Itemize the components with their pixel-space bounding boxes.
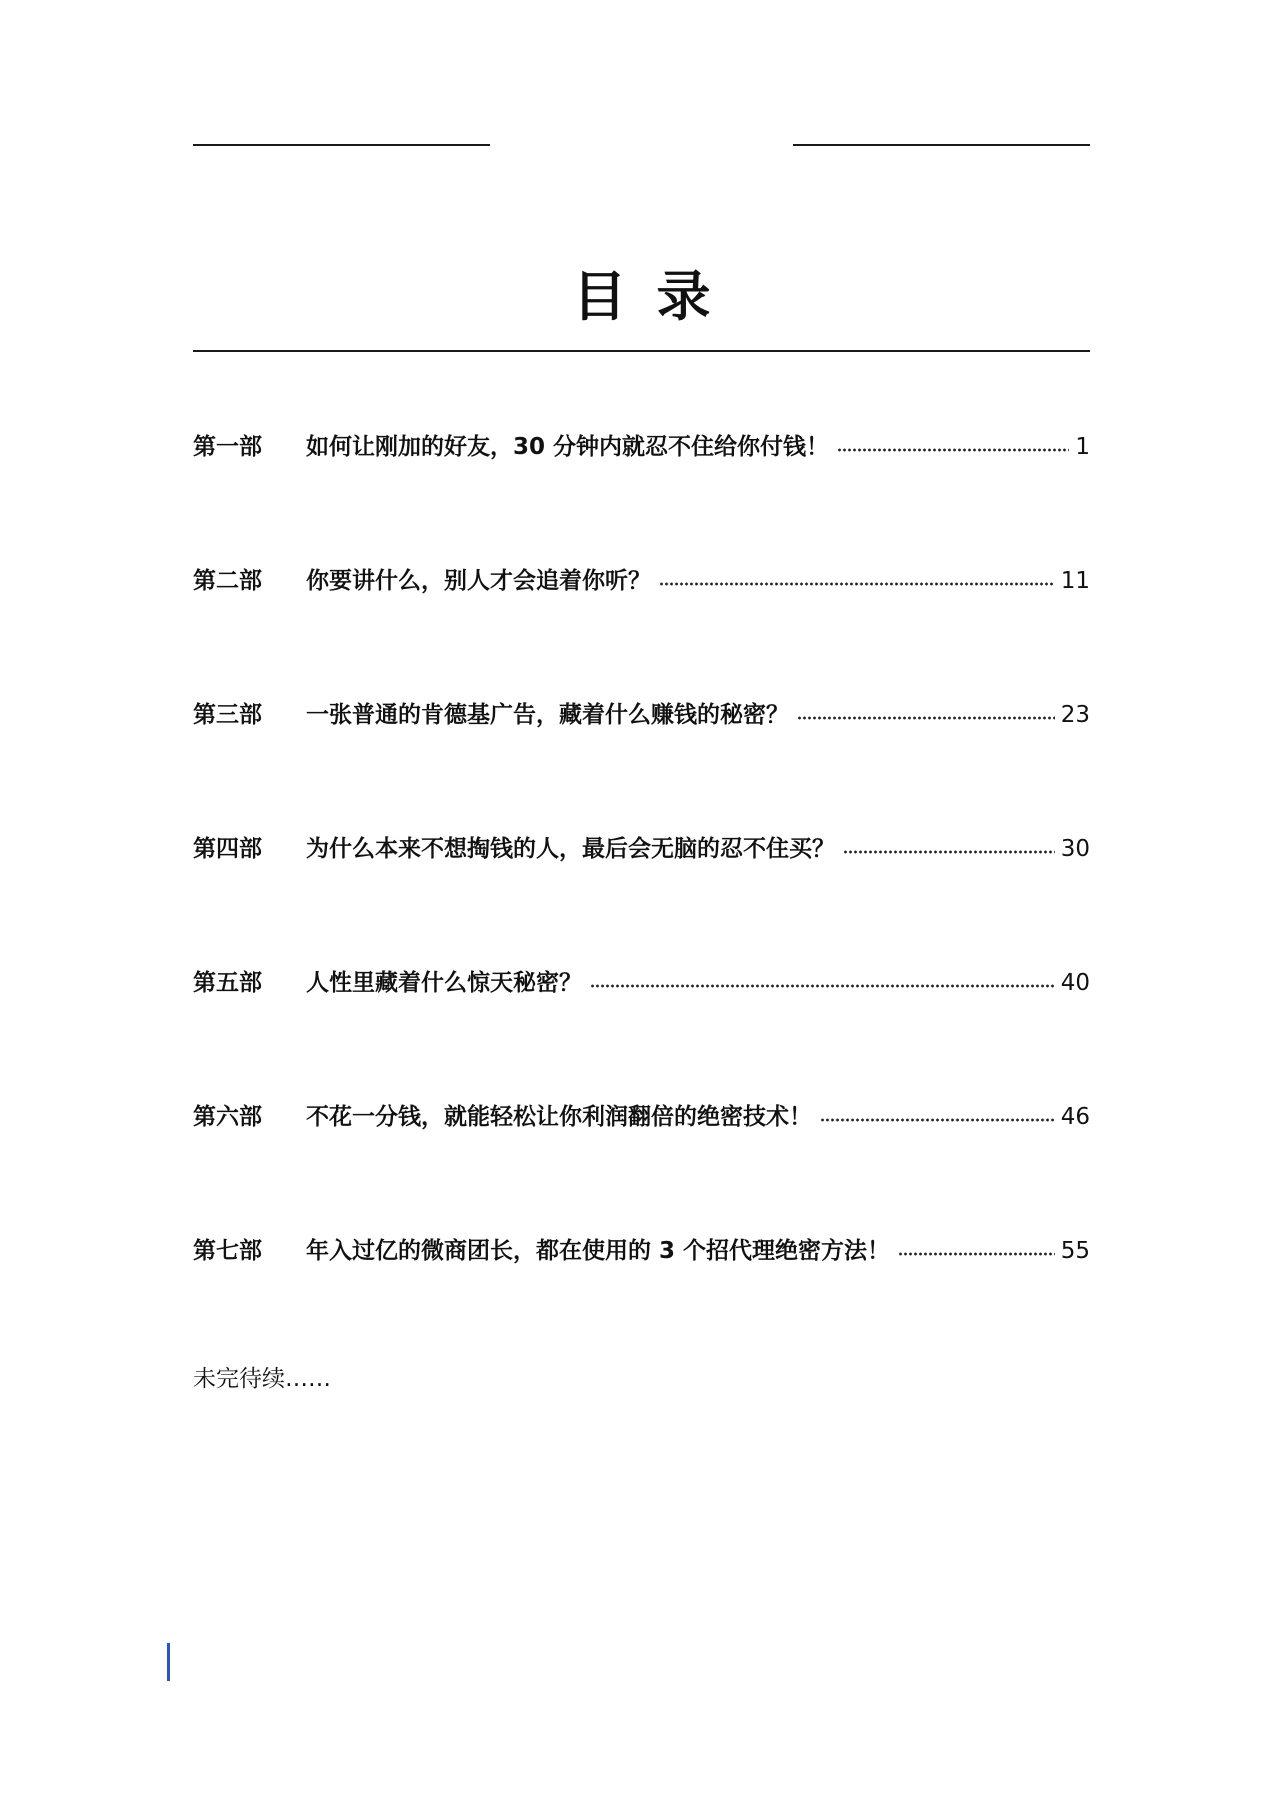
toc-heading: 如何让刚加的好友，30 分钟内就忍不住给你付钱！ xyxy=(306,434,830,460)
toc-heading: 年入过亿的微商团长，都在使用的 3 个招代理绝密方法！ xyxy=(306,1238,891,1264)
toc-dot-leader xyxy=(820,1118,1055,1122)
title-divider xyxy=(193,350,1090,352)
page-title: 目录 xyxy=(572,265,741,328)
toc-entry[interactable] xyxy=(193,1100,1090,1134)
toc-page-number: 40 xyxy=(1060,970,1090,996)
text-cursor xyxy=(167,1643,170,1681)
toc-part-label: 第六部 xyxy=(193,1104,262,1130)
toc-page-number: 11 xyxy=(1060,568,1090,594)
toc-list xyxy=(193,430,1090,1368)
toc-entry[interactable] xyxy=(193,1234,1090,1268)
header-rule-right xyxy=(793,144,1090,146)
toc-heading: 一张普通的肯德基广告，藏着什么赚钱的秘密？ xyxy=(306,702,789,728)
toc-heading: 人性里藏着什么惊天秘密？ xyxy=(306,970,582,996)
toc-heading: 你要讲什么，别人才会追着你听？ xyxy=(306,568,651,594)
toc-part-label: 第一部 xyxy=(193,434,262,460)
toc-part-label: 第四部 xyxy=(193,836,262,862)
toc-part-label: 第七部 xyxy=(193,1238,262,1264)
toc-dot-leader xyxy=(898,1252,1055,1256)
toc-part-label: 第三部 xyxy=(193,702,262,728)
toc-page-number: 55 xyxy=(1060,1238,1090,1264)
toc-entry[interactable] xyxy=(193,832,1090,866)
toc-page-number: 30 xyxy=(1060,836,1090,862)
toc-dot-leader xyxy=(659,582,1055,586)
toc-entry[interactable] xyxy=(193,698,1090,732)
toc-dot-leader xyxy=(590,984,1055,988)
toc-page-number: 1 xyxy=(1075,434,1090,460)
toc-page-number: 23 xyxy=(1060,702,1090,728)
toc-entry[interactable] xyxy=(193,564,1090,598)
toc-dot-leader xyxy=(837,448,1069,452)
toc-heading: 不花一分钱，就能轻松让你利润翻倍的绝密技术！ xyxy=(306,1104,812,1130)
toc-entry[interactable] xyxy=(193,430,1090,464)
toc-entry[interactable] xyxy=(193,966,1090,1000)
continued-note: 未完待续…… xyxy=(193,1366,331,1392)
toc-part-label: 第二部 xyxy=(193,568,262,594)
toc-part-label: 第五部 xyxy=(193,970,262,996)
toc-page-number: 46 xyxy=(1060,1104,1090,1130)
toc-dot-leader xyxy=(843,850,1055,854)
toc-heading: 为什么本来不想掏钱的人，最后会无脑的忍不住买？ xyxy=(306,836,835,862)
toc-dot-leader xyxy=(797,716,1055,720)
header-rule-left xyxy=(193,144,490,146)
